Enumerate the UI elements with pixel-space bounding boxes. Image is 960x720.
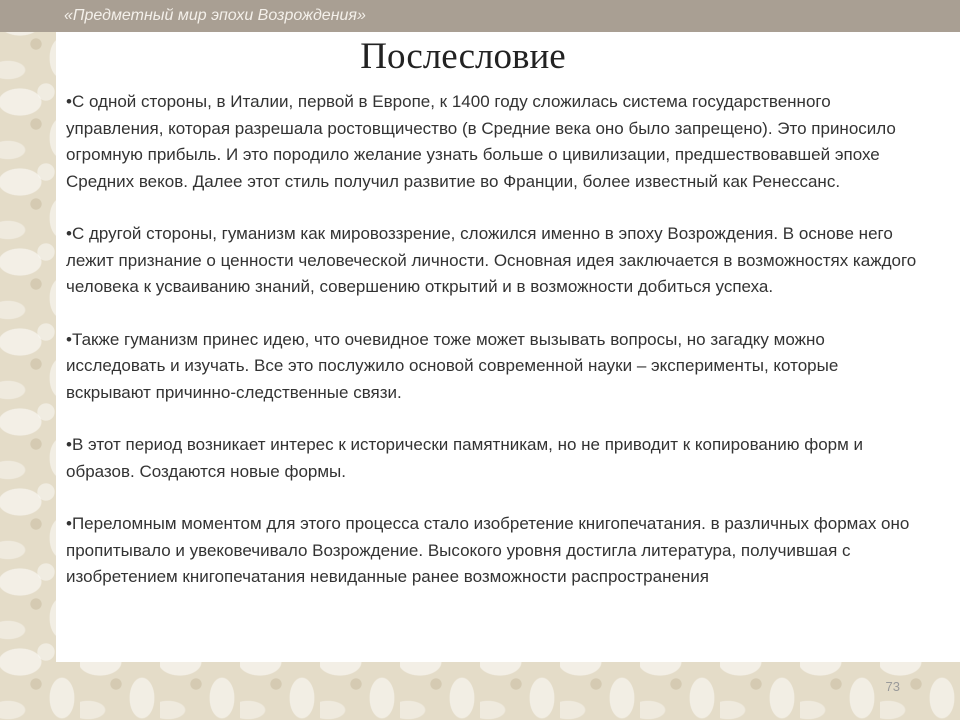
paragraph-science: •Также гуманизм принес идею, что очевидное тоже может вызывать вопросы, но загадку можно исследовать и изучать. Все это послужило основой современной науки – эксперименты, которые вскрывают причинно-следственные связи. — [66, 329, 839, 402]
page-number: 73 — [885, 679, 900, 694]
presentation-subtitle: «Предметный мир эпохи Возрождения» — [64, 7, 366, 24]
paragraph-printing: •Переломным моментом для этого процесса стало изобретение книгопечатания. в различных формах оно пропитывало и увековечивало Возрождение. Высокого уровня достигла литература, получившая с изобретением книгопечатания невиданные ранее возможности распространения — [66, 514, 910, 586]
slide-body — [66, 89, 918, 617]
slide-title: Послесловие — [360, 36, 566, 77]
paragraph-monuments: •В этот период возникает интерес к исторически памятникам, но не приводит к копированию форм и образов. Создаются новые формы. — [66, 435, 864, 481]
paragraph-italy-usury: •С одной стороны, в Италии, первой в Европе, к 1400 году сложилась система государственного управления, которая разрешала ростовщичество (в Средние века оно было запрещено). Это приносило огромную прибыль. И это породило желание узнать больше о цивилизации, предшествовавшей эпохе Средних веков. Далее этот стиль получил развитие во Франции, более известный как Ренессанс. — [66, 92, 896, 191]
paragraph-humanism: •С другой стороны, гуманизм как мировоззрение, сложился именно в эпоху Возрождения. В основе него лежит признание о ценности человеческой личности. Основная идея заключается в возможностях каждого человека к усваиванию знаний, совершению открытий и в возможности добиться успеха. — [66, 224, 917, 296]
